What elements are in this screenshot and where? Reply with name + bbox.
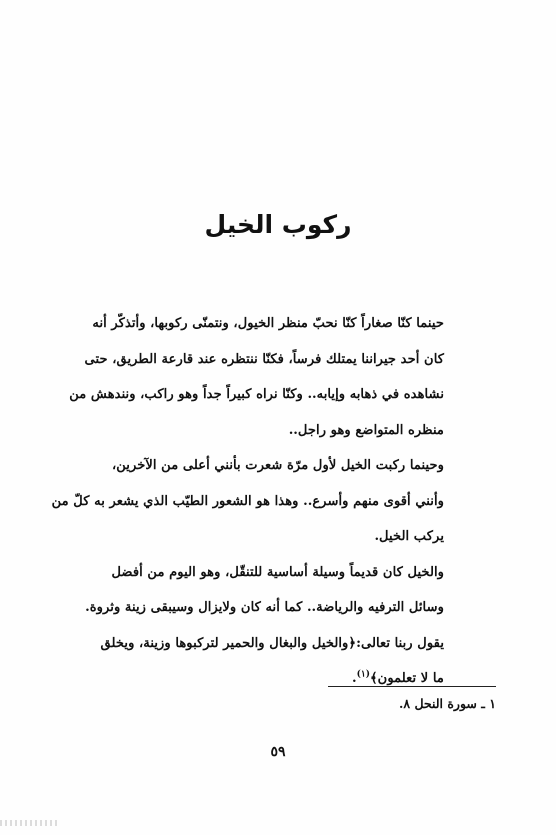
paragraph-1-line-4: منظره المتواضع وهو راجل.. [288,422,444,438]
footnote-text: ١ ـ سورة النحل ٨. [399,696,496,711]
paragraph-4-line-2 [112,661,444,697]
paragraph-3-line-2: وسائل الترفيه والرياضة.. كما أنه كان ولايزال وسيبقى زينة وثروة. [85,600,444,615]
paragraph-1-line-3: نشاهده في ذهابه وإيابه.. وكنّا نراه كبيراً جداً وهو راكب، ونندهش من [69,387,444,402]
quote-trailing-punctuation: . [351,671,357,686]
paragraph-2-line-2: وأنني أقوى منهم وأسرع.. وهذا هو الشعور الطيّب الذي يشعر به كلّ من [51,493,444,509]
chapter-body [51,306,444,697]
quran-quote-end: ما لا تعلمون﴾ [369,671,444,686]
footnote-marker: (١) [356,669,370,680]
paragraph-3-line-1: والخيل كان قديماً وسيلة أساسية للتنقّل، وهو اليوم من أفضل [111,564,444,580]
paragraph-4-line-1: يقول ربنا تعالى:﴿والخيل والبغال والحمير لتركبوها وزينة، ويخلق [100,635,444,651]
chapter-title: ركوب الخيل [204,210,352,239]
footnote-divider [328,686,496,687]
paragraph-2-line-1: وحينما ركبت الخيل لأول مرّة شعرت بأنني أعلى من الآخرين، [112,458,444,473]
page-number: ٥٩ [270,744,286,760]
scan-artifact [0,820,60,826]
paragraph-1-line-1: حينما كنّا صغاراً كنّا نحبّ منظر الخيول، ونتمنّى ركوبها، وأتذكّر أنه [92,316,444,331]
paragraph-2-line-3: يركب الخيل. [374,529,444,544]
paragraph-1-line-2: كان أحد جيراننا يمتلك فرساً، فكنّا ننتظره عند قارعة الطريق، حتى [84,351,444,367]
